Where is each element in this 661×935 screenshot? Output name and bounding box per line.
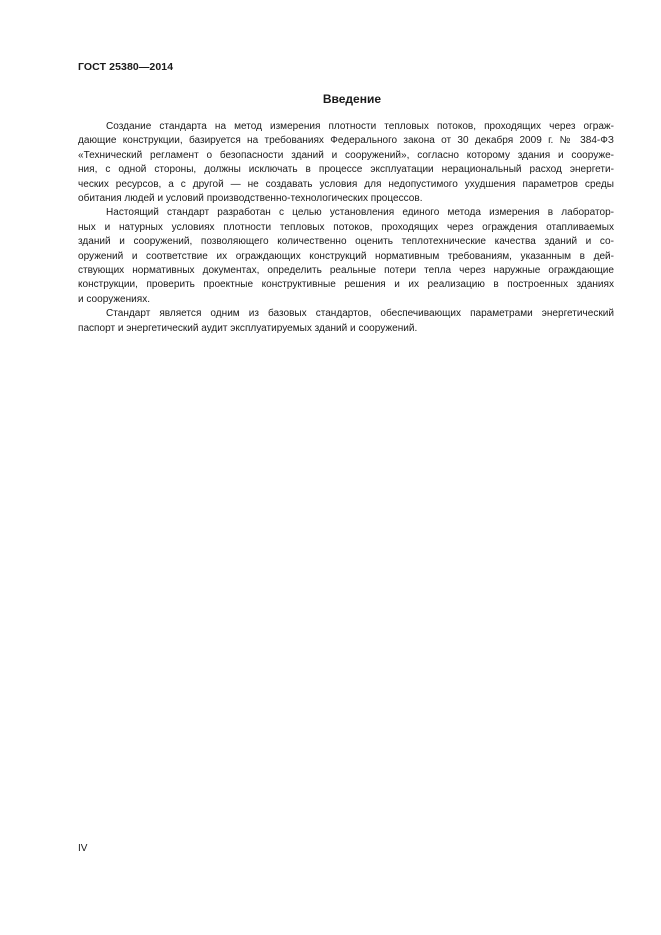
page-number: IV bbox=[78, 843, 88, 854]
section-title: Введение bbox=[322, 92, 381, 106]
text-line: дающие конструкции, базируется на требованиях Федерального закона от 30 декабря 2009 г. № 384-ФЗ bbox=[78, 135, 614, 147]
paragraph-1 bbox=[78, 120, 614, 206]
text-line: оружений и соответствие их ограждающих конструкций нормативным требованиям, указанным в дей- bbox=[78, 250, 614, 262]
text-line: и сооружениях. bbox=[78, 293, 151, 305]
paragraph-2 bbox=[78, 206, 614, 307]
text-line: зданий и сооружений, позволяющего количественно оценить теплотехнические качества зданий и со- bbox=[78, 236, 614, 248]
text-line: ных и натурных условиях плотности тепловых потоков, проходящих через ограждения отапливаемых bbox=[78, 221, 614, 233]
text-line: ния, с одной стороны, должны исключать в процессе эксплуатации нерациональный расход энергети- bbox=[78, 164, 614, 176]
text-line: Настоящий стандарт разработан с целью установления единого метода измерения в лаборатор- bbox=[106, 207, 614, 219]
text-line: Стандарт является одним из базовых стандартов, обеспечивающих параметрами энергетический bbox=[106, 308, 614, 320]
paragraph-3 bbox=[78, 307, 614, 336]
text-line: ствующих нормативных документах, определить реальные потери тепла через наружные ограждающие bbox=[78, 265, 614, 277]
text-line: обитания людей и условий производственно-технологических процессов. bbox=[78, 193, 423, 205]
text-line: Создание стандарта на метод измерения плотности тепловых потоков, проходящих через ограж- bbox=[106, 121, 614, 132]
text-line: «Технический регламент о безопасности зданий и сооружений», согласно которому здания и сооруже- bbox=[78, 149, 614, 161]
text-line: конструкции, проверить проектные конструктивные решения и их реализацию в построенных зданиях bbox=[78, 279, 614, 291]
introduction-body bbox=[78, 120, 614, 336]
standard-code-header: ГОСТ 25380—2014 bbox=[78, 61, 174, 73]
text-line: ческих ресурсов, а с другой — не создавать условия для недопустимого ухудшения параметров среды bbox=[78, 178, 614, 190]
text-line: паспорт и энергетический аудит эксплуатируемых зданий и сооружений. bbox=[78, 322, 418, 334]
